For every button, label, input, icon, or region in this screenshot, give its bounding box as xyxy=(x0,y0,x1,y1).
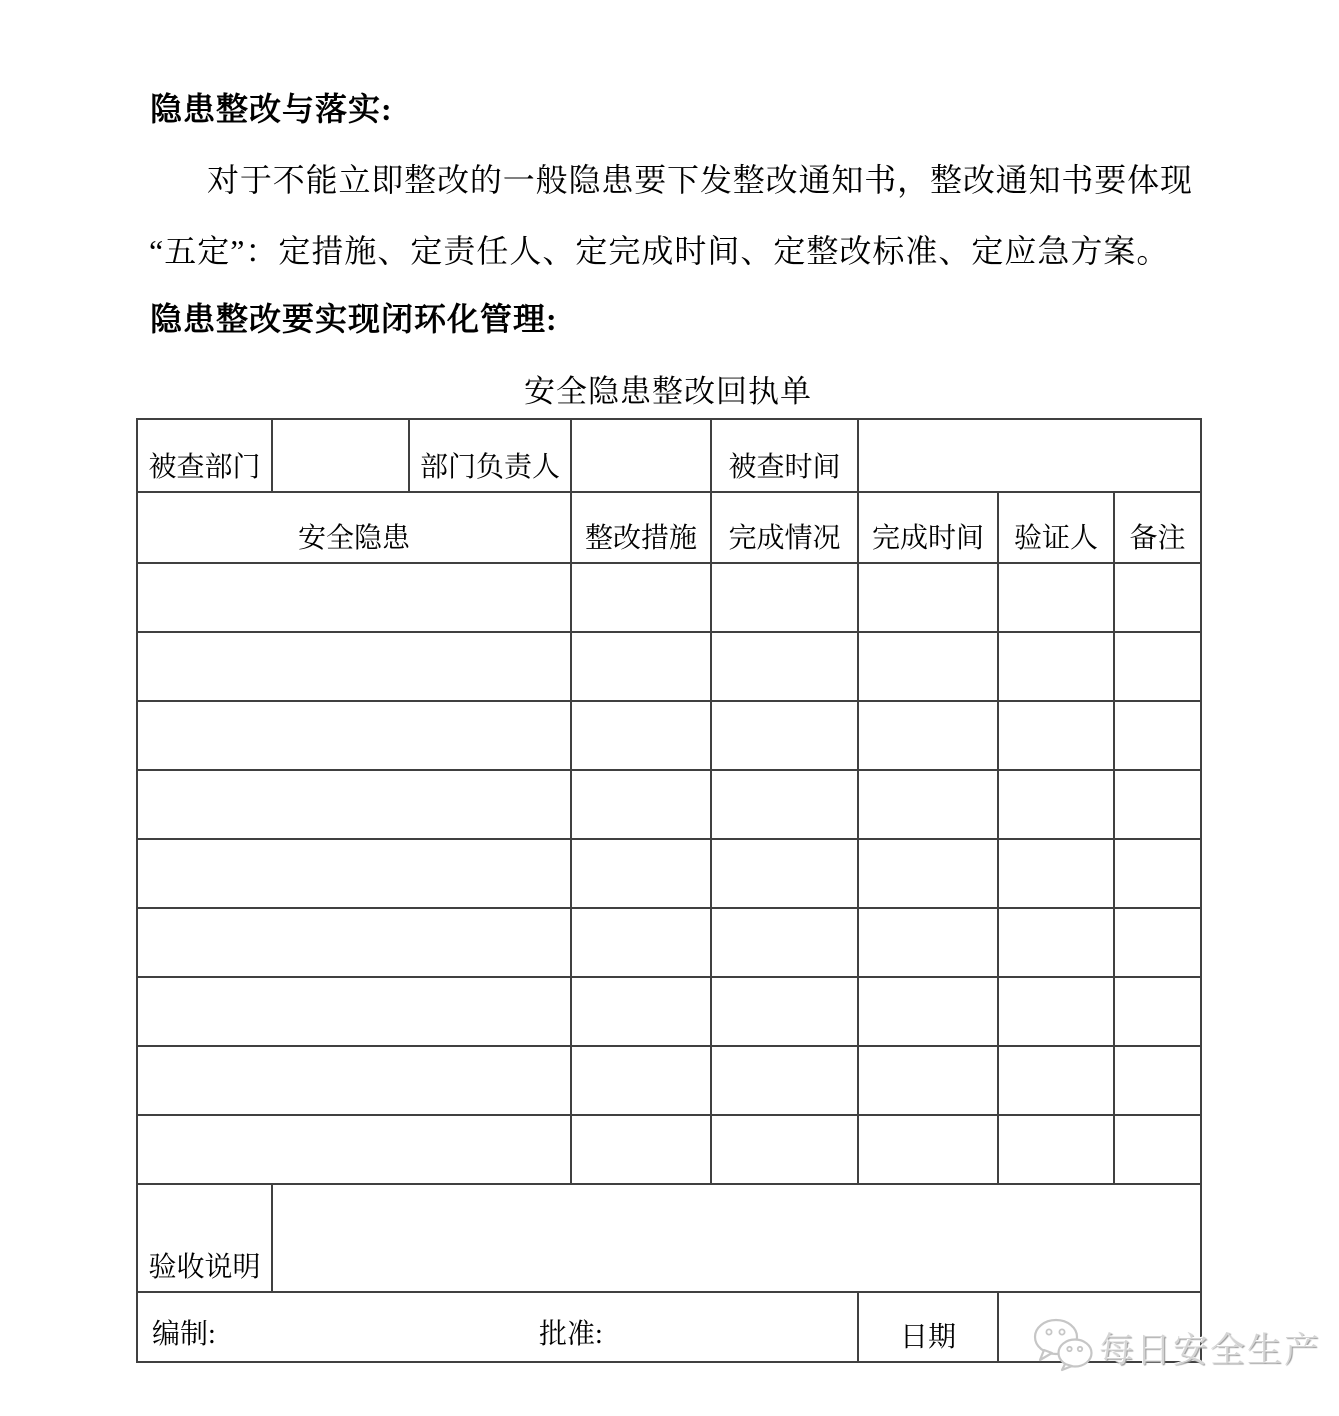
status-cell xyxy=(711,1115,858,1184)
watermark-text: 每日安全生产 xyxy=(1099,1330,1322,1370)
hazard-cell xyxy=(137,1046,571,1115)
paragraph-line-1: 对于不能立即整改的一般隐患要下发整改通知书，整改通知书要体现 xyxy=(207,162,1192,198)
time-cell xyxy=(858,839,998,908)
header-cell-remarks: 备注 xyxy=(1114,492,1201,563)
measures-cell xyxy=(571,1115,711,1184)
header-cell-completion-time: 完成时间 xyxy=(858,492,998,563)
time-cell xyxy=(858,563,998,632)
empty-data-rows xyxy=(137,563,1201,1184)
verifier-cell xyxy=(998,1046,1114,1115)
remarks-cell xyxy=(1114,908,1201,977)
verifier-cell xyxy=(998,977,1114,1046)
info-row xyxy=(137,419,1201,492)
measures-cell xyxy=(571,977,711,1046)
measures-cell xyxy=(571,770,711,839)
status-cell xyxy=(711,977,858,1046)
header-cell-verifier: 验证人 xyxy=(998,492,1114,563)
heading-closed-loop-management: 隐患整改要实现闭环化管理: xyxy=(150,301,558,337)
remarks-cell xyxy=(1114,839,1201,908)
verifier-cell xyxy=(998,770,1114,839)
status-cell xyxy=(711,563,858,632)
hazard-cell xyxy=(137,563,571,632)
time-cell xyxy=(858,770,998,839)
remarks-cell xyxy=(1114,1046,1201,1115)
measures-cell xyxy=(571,1046,711,1115)
acceptance-note-label: 验收说明 xyxy=(137,1184,272,1292)
hazard-cell xyxy=(137,701,571,770)
remarks-cell xyxy=(1114,563,1201,632)
remarks-cell xyxy=(1114,977,1201,1046)
measures-cell xyxy=(571,908,711,977)
empty-data-row xyxy=(137,701,1201,770)
verifier-cell xyxy=(998,839,1114,908)
inspected-time-label: 被查时间 xyxy=(711,419,858,492)
remarks-cell xyxy=(1114,1115,1201,1184)
acceptance-note-value-cell xyxy=(272,1184,1201,1292)
verifier-cell xyxy=(998,563,1114,632)
empty-data-row xyxy=(137,908,1201,977)
table-title: 安全隐患整改回执单 xyxy=(524,374,812,409)
status-cell xyxy=(711,701,858,770)
hazard-cell xyxy=(137,770,571,839)
time-cell xyxy=(858,1115,998,1184)
rectification-receipt-table xyxy=(136,418,1202,1363)
header-cell-rectification-measures: 整改措施 xyxy=(571,492,711,563)
prepared-approved-cell xyxy=(137,1292,858,1362)
empty-data-row xyxy=(137,770,1201,839)
time-cell xyxy=(858,908,998,977)
remarks-cell xyxy=(1114,701,1201,770)
header-row xyxy=(137,492,1201,563)
footer-row xyxy=(137,1292,1201,1362)
empty-data-row xyxy=(137,1115,1201,1184)
status-cell xyxy=(711,908,858,977)
hazard-cell xyxy=(137,839,571,908)
empty-data-row xyxy=(137,1046,1201,1115)
verifier-cell xyxy=(998,1115,1114,1184)
inspected-dept-label: 被查部门 xyxy=(137,419,272,492)
approved-by-label: 批准: xyxy=(539,1319,603,1350)
hazard-cell xyxy=(137,1115,571,1184)
status-cell xyxy=(711,632,858,701)
watermark-cell xyxy=(998,1292,1201,1362)
remarks-cell xyxy=(1114,632,1201,701)
time-cell xyxy=(858,1046,998,1115)
time-cell xyxy=(858,632,998,701)
prepared-by-label: 编制: xyxy=(152,1319,216,1350)
status-cell xyxy=(711,770,858,839)
measures-cell xyxy=(571,701,711,770)
measures-cell xyxy=(571,839,711,908)
measures-cell xyxy=(571,563,711,632)
empty-data-row xyxy=(137,839,1201,908)
dept-manager-label: 部门负责人 xyxy=(409,419,571,492)
remarks-cell xyxy=(1114,770,1201,839)
hazard-cell xyxy=(137,908,571,977)
heading-rectification-implementation: 隐患整改与落实: xyxy=(150,91,393,127)
hazard-cell xyxy=(137,977,571,1046)
hazard-cell xyxy=(137,632,571,701)
paragraph-line-2: “五定”：定措施、定责任人、定完成时间、定整改标准、定应急方案。 xyxy=(149,233,1170,269)
acceptance-row xyxy=(137,1184,1201,1292)
header-cell-safety-hazard: 安全隐患 xyxy=(137,492,571,563)
status-cell xyxy=(711,839,858,908)
inspected-dept-value-cell xyxy=(272,419,409,492)
header-cell-completion-status: 完成情况 xyxy=(711,492,858,563)
time-cell xyxy=(858,977,998,1046)
dept-manager-value-cell xyxy=(571,419,711,492)
status-cell xyxy=(711,1046,858,1115)
inspected-time-value-cell xyxy=(858,419,1201,492)
empty-data-row xyxy=(137,977,1201,1046)
verifier-cell xyxy=(998,908,1114,977)
empty-data-row xyxy=(137,632,1201,701)
time-cell xyxy=(858,701,998,770)
measures-cell xyxy=(571,632,711,701)
verifier-cell xyxy=(998,701,1114,770)
verifier-cell xyxy=(998,632,1114,701)
date-label: 日期 xyxy=(858,1292,998,1362)
empty-data-row xyxy=(137,563,1201,632)
